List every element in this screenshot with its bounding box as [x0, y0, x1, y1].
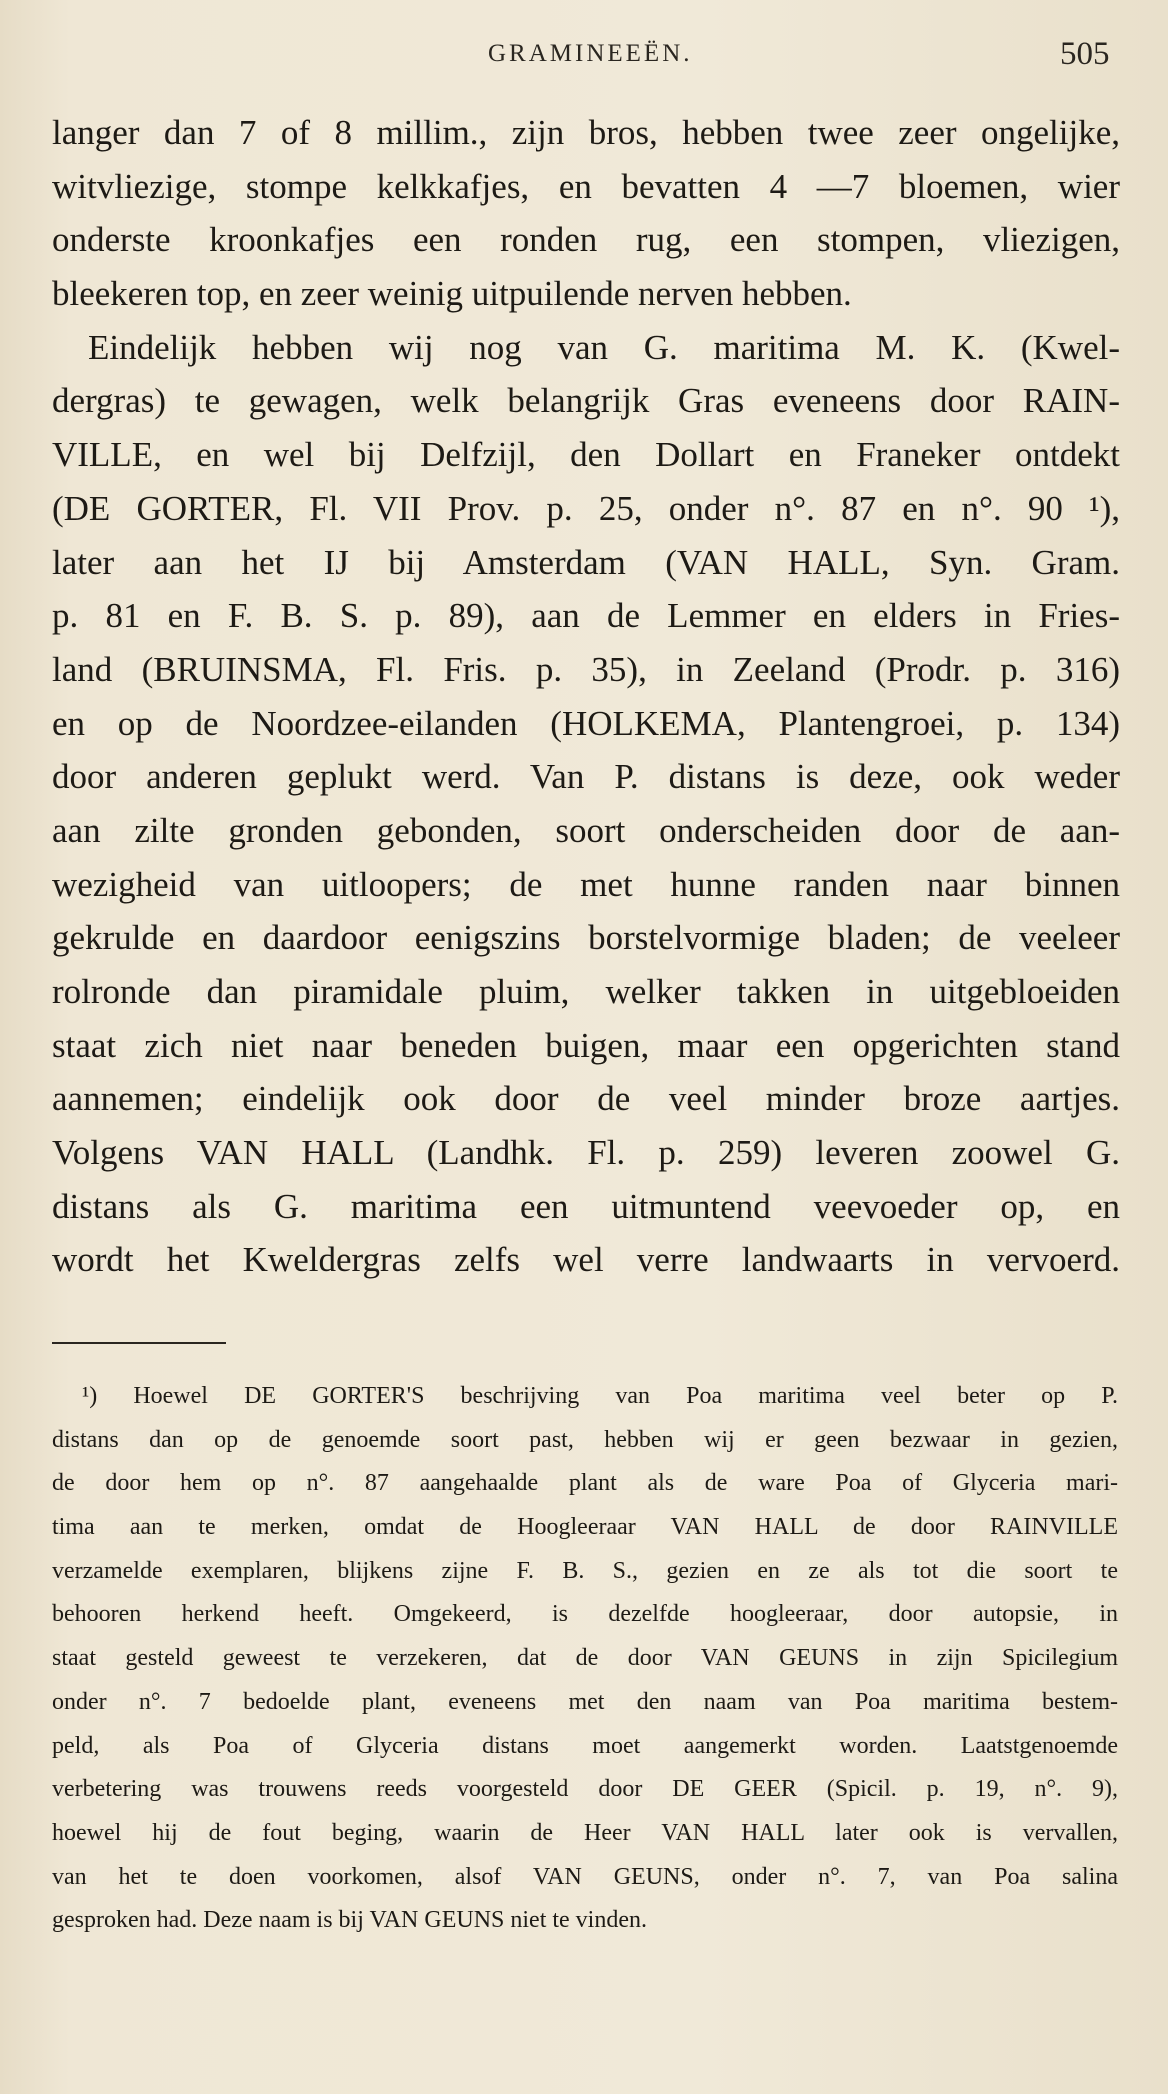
text-line: wordt het Kweldergras zelfs wel verre landwaarts in vervoerd. — [52, 1240, 1120, 1280]
footnote-line: verbetering was trouwens reeds voorgesteld door DE GEER (Spicil. p. 19, n°. 9), — [52, 1776, 1118, 1803]
footnote-line: behooren herkend heeft. Omgekeerd, is dezelfde hoogleeraar, door autopsie, in — [52, 1601, 1118, 1628]
text-line: VILLE, en wel bij Delfzijl, den Dollart en Franeker ontdekt — [52, 435, 1120, 475]
text-line: (DE GORTER, Fl. VII Prov. p. 25, onder n°. 87 en n°. 90 ¹), — [52, 488, 1120, 528]
text-line: onderste kroonkafjes een ronden rug, een stompen, vliezigen, — [52, 220, 1120, 260]
text-line: distans als G. maritima een uitmuntend veevoeder op, en — [52, 1186, 1120, 1226]
main-text — [52, 106, 1120, 1287]
footnote-line: onder n°. 7 bedoelde plant, eveneens met den naam van Poa maritima bestem- — [52, 1688, 1118, 1715]
text-line: bleekeren top, en zeer weinig uitpuilende nerven hebben. — [52, 274, 852, 314]
footnote-line: de door hem op n°. 87 aangehaalde plant als de ware Poa of Glyceria mari- — [52, 1470, 1118, 1497]
text-line: aan zilte gronden gebonden, soort onderscheiden door de aan- — [52, 810, 1120, 850]
text-line: staat zich niet naar beneden buigen, maar een opgerichten stand — [52, 1025, 1120, 1065]
text-line: gekrulde en daardoor eenigszins borstelvormige bladen; de veeleer — [52, 918, 1120, 958]
footnote-line: verzamelde exemplaren, blijkens zijne F. B. S., gezien en ze als tot die soort te — [52, 1557, 1118, 1584]
footnote-line: ¹) Hoewel DE GORTER'S beschrijving van Poa maritima veel beter op P. — [82, 1383, 1118, 1409]
footnote-line: distans dan op de genoemde soort past, hebben wij er geen bezwaar in gezien, — [52, 1426, 1118, 1453]
running-header: GRAMINEEËN. — [488, 40, 693, 67]
footnote-line: tima aan te merken, omdat de Hoogleeraar VAN HALL de door RAINVILLE — [52, 1514, 1118, 1541]
text-line: p. 81 en F. B. S. p. 89), aan de Lemmer en elders in Fries- — [52, 596, 1120, 636]
text-line: rolronde dan piramidale pluim, welker takken in uitgebloeiden — [52, 972, 1120, 1011]
text-line: aannemen; eindelijk ook door de veel minder broze aartjes. — [52, 1079, 1120, 1119]
text-line: wezigheid van uitloopers; de met hunne randen naar binnen — [52, 864, 1120, 904]
text-line: later aan het IJ bij Amsterdam (VAN HALL, Syn. Gram. — [52, 542, 1120, 582]
footnote-line: staat gesteld geweest te verzekeren, dat de door VAN GEUNS in zijn Spicilegium — [52, 1645, 1118, 1672]
footnotes — [52, 1375, 1118, 1943]
text-line: langer dan 7 of 8 millim., zijn bros, hebben twee zeer ongelijke, — [52, 113, 1120, 152]
text-line: Eindelijk hebben wij nog van G. maritima M. K. (Kwel- — [88, 327, 1120, 367]
text-line: land (BRUINSMA, Fl. Fris. p. 35), in Zeeland (Prodr. p. 316) — [52, 649, 1120, 689]
footnote-line: van het te doen voorkomen, alsof VAN GEUNS, onder n°. 7, van Poa salina — [52, 1863, 1118, 1890]
text-line: witvliezige, stompe kelkkafjes, en bevatten 4 —7 bloemen, wier — [52, 166, 1120, 206]
footnote-line: gesproken had. Deze naam is bij VAN GEUNS niet te vinden. — [52, 1907, 647, 1934]
page-number: 505 — [1060, 36, 1110, 72]
text-line: dergras) te gewagen, welk belangrijk Gras eveneens door RAIN- — [52, 381, 1120, 421]
text-line: en op de Noordzee-eilanden (HOLKEMA, Plantengroei, p. 134) — [52, 703, 1120, 743]
footnote-line: hoewel hij de fout beging, waarin de Heer VAN HALL later ook is vervallen, — [52, 1819, 1118, 1846]
footnote-divider — [52, 1342, 226, 1344]
text-line: door anderen geplukt werd. Van P. distans is deze, ook weder — [52, 757, 1120, 797]
footnote-line: peld, als Poa of Glyceria distans moet aangemerkt worden. Laatstgenoemde — [52, 1732, 1118, 1759]
text-line: Volgens VAN HALL (Landhk. Fl. p. 259) leveren zoowel G. — [52, 1133, 1120, 1173]
